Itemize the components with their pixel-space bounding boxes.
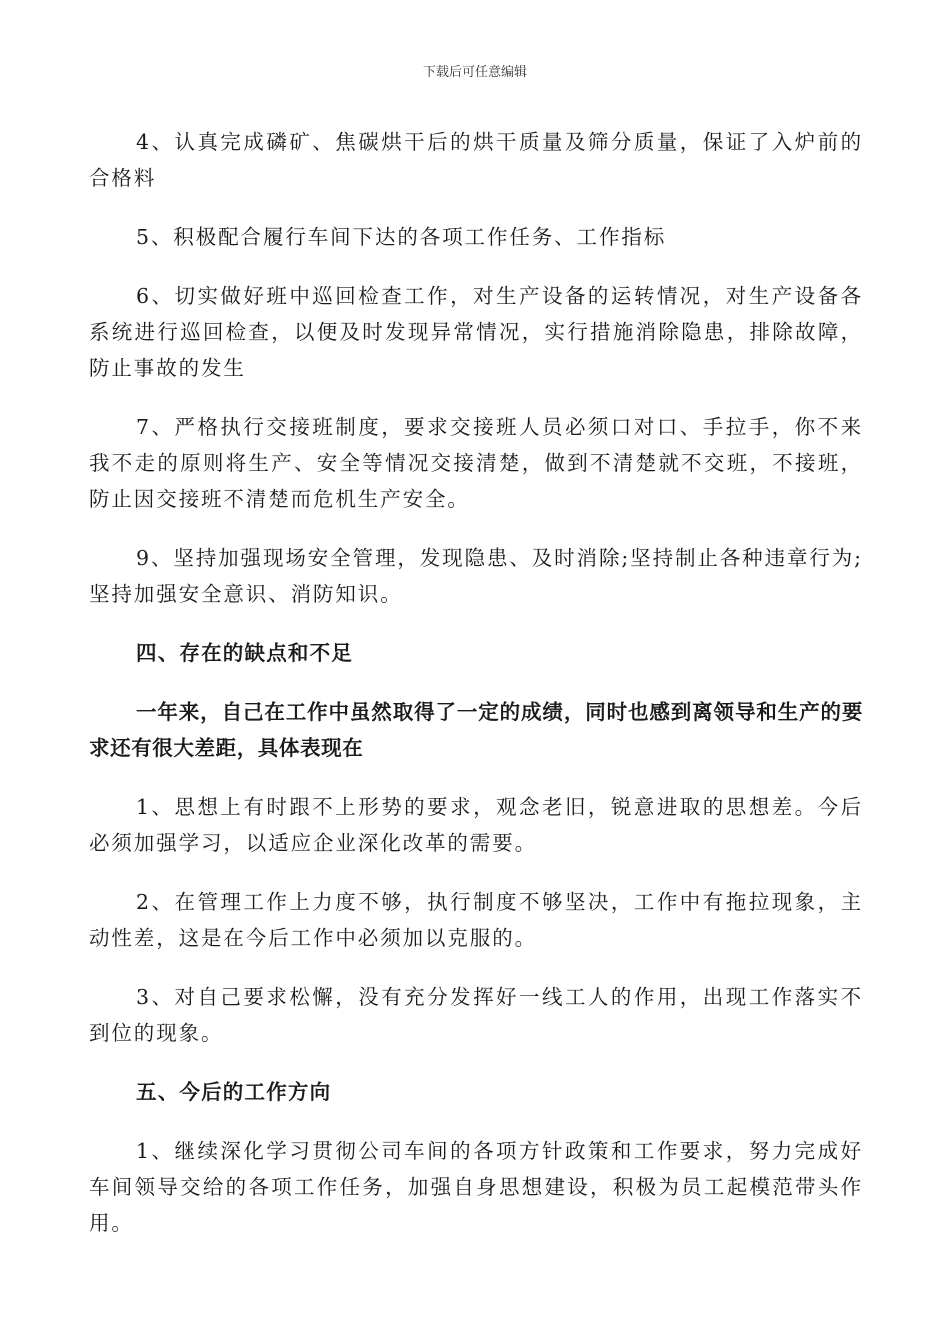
paragraph-item-5: 5、积极配合履行车间下达的各项工作任务、工作指标 bbox=[136, 225, 667, 249]
paragraph-item-7: 7、严格执行交接班制度，要求交接班人员必须口对口、手拉手，你不来我不走的原则将生产、安全等情况交接清楚，做到不清楚就不交班，不接班，防止因交接班不清楚而危机生产安全。 bbox=[89, 415, 863, 511]
paragraph-item-4: 4、认真完成磷矿、焦碳烘干后的烘干质量及筛分质量，保证了入炉前的合格料 bbox=[89, 130, 863, 190]
page-header: 下载后可任意编辑 bbox=[422, 65, 527, 80]
paragraph-item-9: 9、坚持加强现场安全管理，发现隐患、及时消除;坚持制止各种违章行为;坚持加强安全意识、消防知识。 bbox=[89, 546, 863, 606]
document-body bbox=[89, 124, 863, 1241]
shortcoming-item-1: 1、思想上有时跟不上形势的要求，观念老旧，锐意进取的思想差。今后必须加强学习，以适应企业深化改革的需要。 bbox=[89, 795, 863, 855]
direction-item-1: 1、继续深化学习贯彻公司车间的各项方针政策和工作要求，努力完成好车间领导交给的各项工作任务，加强自身思想建设，积极为员工起模范带头作用。 bbox=[89, 1139, 863, 1235]
paragraph-item-6: 6、切实做好班中巡回检查工作，对生产设备的运转情况，对生产设备各系统进行巡回检查，以便及时发现异常情况，实行措施消除隐患，排除故障，防止事故的发生 bbox=[89, 284, 863, 380]
section-heading-future-direction: 五、今后的工作方向 bbox=[136, 1080, 332, 1104]
intro-paragraph-bold: 一年来，自己在工作中虽然取得了一定的成绩，同时也感到离领导和生产的要求还有很大差距，具体表现在 bbox=[89, 700, 863, 760]
shortcoming-item-3: 3、对自己要求松懈，没有充分发挥好一线工人的作用，出现工作落实不到位的现象。 bbox=[89, 985, 863, 1045]
shortcoming-item-2: 2、在管理工作上力度不够，执行制度不够坚决，工作中有拖拉现象，主动性差，这是在今后工作中必须加以克服的。 bbox=[89, 890, 863, 950]
section-heading-shortcomings: 四、存在的缺点和不足 bbox=[136, 641, 353, 665]
